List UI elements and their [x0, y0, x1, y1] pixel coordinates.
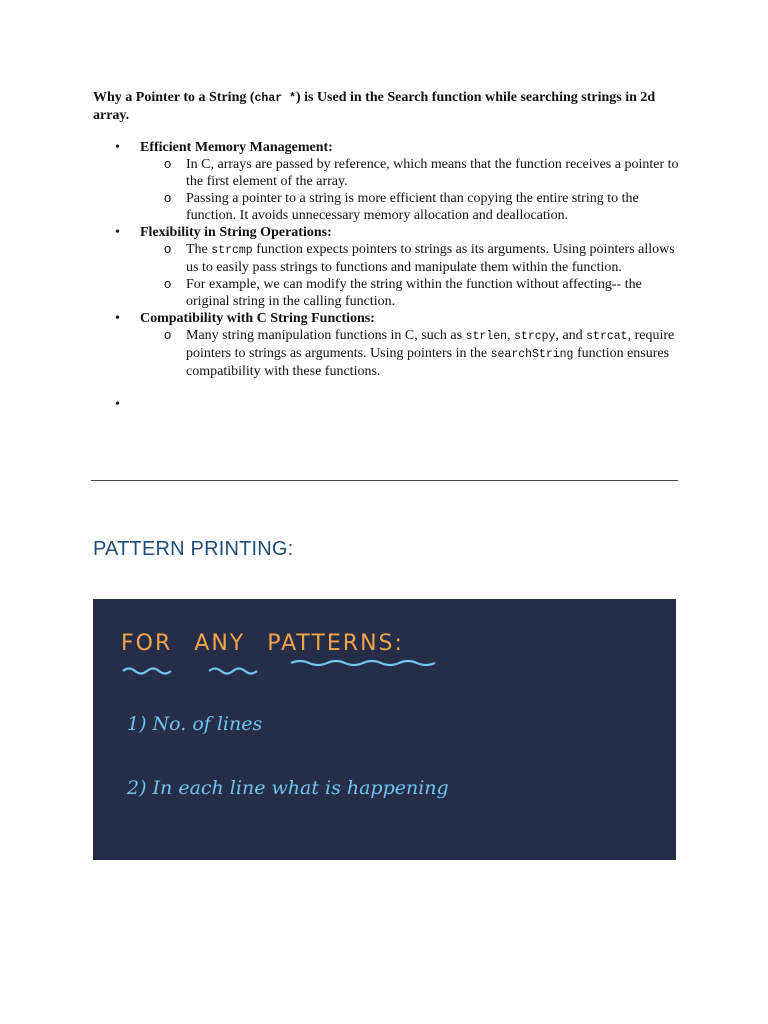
horizontal-rule [91, 480, 678, 481]
sub-item-text-2: , [507, 328, 515, 343]
bullet-icon: • [115, 140, 120, 155]
sub-bullet-icon: o [164, 327, 172, 342]
sub-item-text-5: function ensures compatibility with these functions. [186, 346, 670, 379]
slide-title-word-3: PATTERNS: [267, 631, 404, 656]
sub-item [140, 190, 683, 224]
sub-bullet-icon: o [164, 241, 172, 256]
sub-item-text: For example, we can modify the string within the function without affecting-- the original string in the calling function. [186, 277, 642, 309]
sub-item-text: In C, arrays are passed by reference, which means that the function receives a pointer to the first element of the array. [186, 157, 679, 189]
title-code: char * [254, 92, 296, 105]
section-list [93, 139, 683, 380]
sub-item [140, 156, 683, 190]
slide-title-word-1: FOR [121, 631, 173, 656]
sub-item-text-3: , and [555, 328, 587, 343]
sub-item [140, 276, 683, 310]
section-heading: Compatibility with C String Functions: [140, 311, 375, 326]
sub-item-text-1: Many string manipulation functions in C, such as [186, 328, 466, 343]
bullet-icon: • [115, 225, 120, 240]
section-heading: Flexibility in String Operations: [140, 225, 332, 240]
sub-bullet-icon: o [164, 276, 172, 291]
sub-list [140, 327, 683, 380]
empty-bullet-icon: • [115, 397, 120, 412]
code-strlen: strlen [465, 330, 508, 343]
title-part1: Why a Pointer to a String ( [93, 90, 255, 105]
code-strcmp: strcmp [211, 244, 253, 257]
slide-title-word-2: ANY [194, 631, 246, 656]
pattern-slide-image [93, 599, 676, 860]
sub-bullet-icon: o [164, 190, 172, 205]
slide-title [121, 631, 426, 656]
sub-item-post: function expects pointers to strings as its arguments. Using pointers allows us to easily pass strings to functions and manipulate them within the function. [186, 242, 675, 275]
sub-list [140, 156, 683, 224]
section-memory [93, 139, 683, 224]
document-title [93, 89, 673, 124]
code-strcat: strcat [586, 330, 628, 343]
sub-item-text: Passing a pointer to a string is more efficient than copying the entire string to the function. It avoids unnecessary memory allocation and deallocation. [186, 191, 639, 223]
section-flexibility [93, 224, 683, 310]
sub-item-pre: The [186, 242, 212, 257]
title-part2: ) is Used in the Search function while searching strings in 2d array. [93, 90, 656, 123]
pattern-printing-heading: PATTERN PRINTING: [93, 538, 294, 560]
section-heading: Efficient Memory Management: [140, 140, 333, 155]
sub-item-text-4: , require pointers to strings as arguments. Using pointers in the [186, 328, 675, 361]
sub-list [140, 241, 683, 310]
bullet-icon: • [115, 311, 120, 326]
slide-line-1: 1) No. of lines [127, 713, 263, 735]
code-strcpy: strcpy [514, 330, 556, 343]
section-compatibility [93, 310, 683, 380]
sub-item [140, 241, 683, 276]
slide-line-2: 2) In each line what is happening [127, 777, 449, 799]
sub-item [140, 327, 683, 380]
code-searchstring: searchString [490, 348, 574, 361]
sub-bullet-icon: o [164, 156, 172, 171]
